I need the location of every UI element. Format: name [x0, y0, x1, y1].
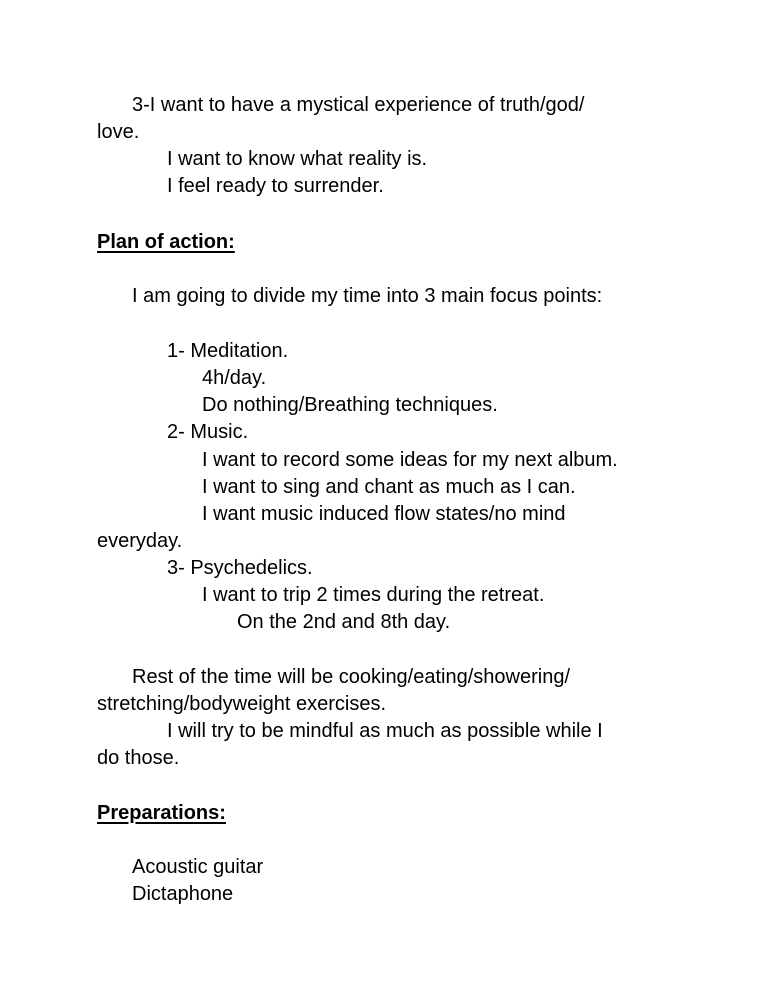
preparation-item: Acoustic guitar [132, 856, 264, 878]
focus-point-detail: On the 2nd and 8th day. [237, 611, 451, 633]
focus-point-title: 1- Meditation. [167, 340, 289, 362]
rest-line: Rest of the time will be cooking/eating/showering/ [132, 666, 571, 688]
focus-point-title: 2- Music. [167, 421, 249, 443]
rest-line: do those. [97, 747, 180, 769]
plan-intro: I am going to divide my time into 3 main focus points: [132, 285, 603, 307]
focus-point-detail: I want to record some ideas for my next album. [202, 449, 618, 471]
focus-point-detail: 4h/day. [202, 367, 267, 389]
focus-point-detail: I want to trip 2 times during the retreat. [202, 584, 545, 606]
focus-point-detail: I want music induced flow states/no mind [202, 503, 566, 525]
preparation-item: Dictaphone [132, 883, 234, 905]
intention-line: 3-I want to have a mystical experience of truth/god/ [132, 94, 585, 116]
rest-line: I will try to be mindful as much as possible while I [167, 720, 603, 742]
focus-point-detail: I want to sing and chant as much as I can. [202, 476, 576, 498]
preparations-heading: Preparations: [97, 802, 226, 824]
intention-line: love. [97, 121, 140, 143]
plan-heading: Plan of action: [97, 231, 235, 253]
focus-point-title: 3- Psychedelics. [167, 557, 313, 579]
focus-point-detail: everyday. [97, 530, 183, 552]
focus-point-detail: Do nothing/Breathing techniques. [202, 394, 498, 416]
intention-line: I feel ready to surrender. [167, 175, 384, 197]
intention-line: I want to know what reality is. [167, 148, 428, 170]
rest-line: stretching/bodyweight exercises. [97, 693, 387, 715]
